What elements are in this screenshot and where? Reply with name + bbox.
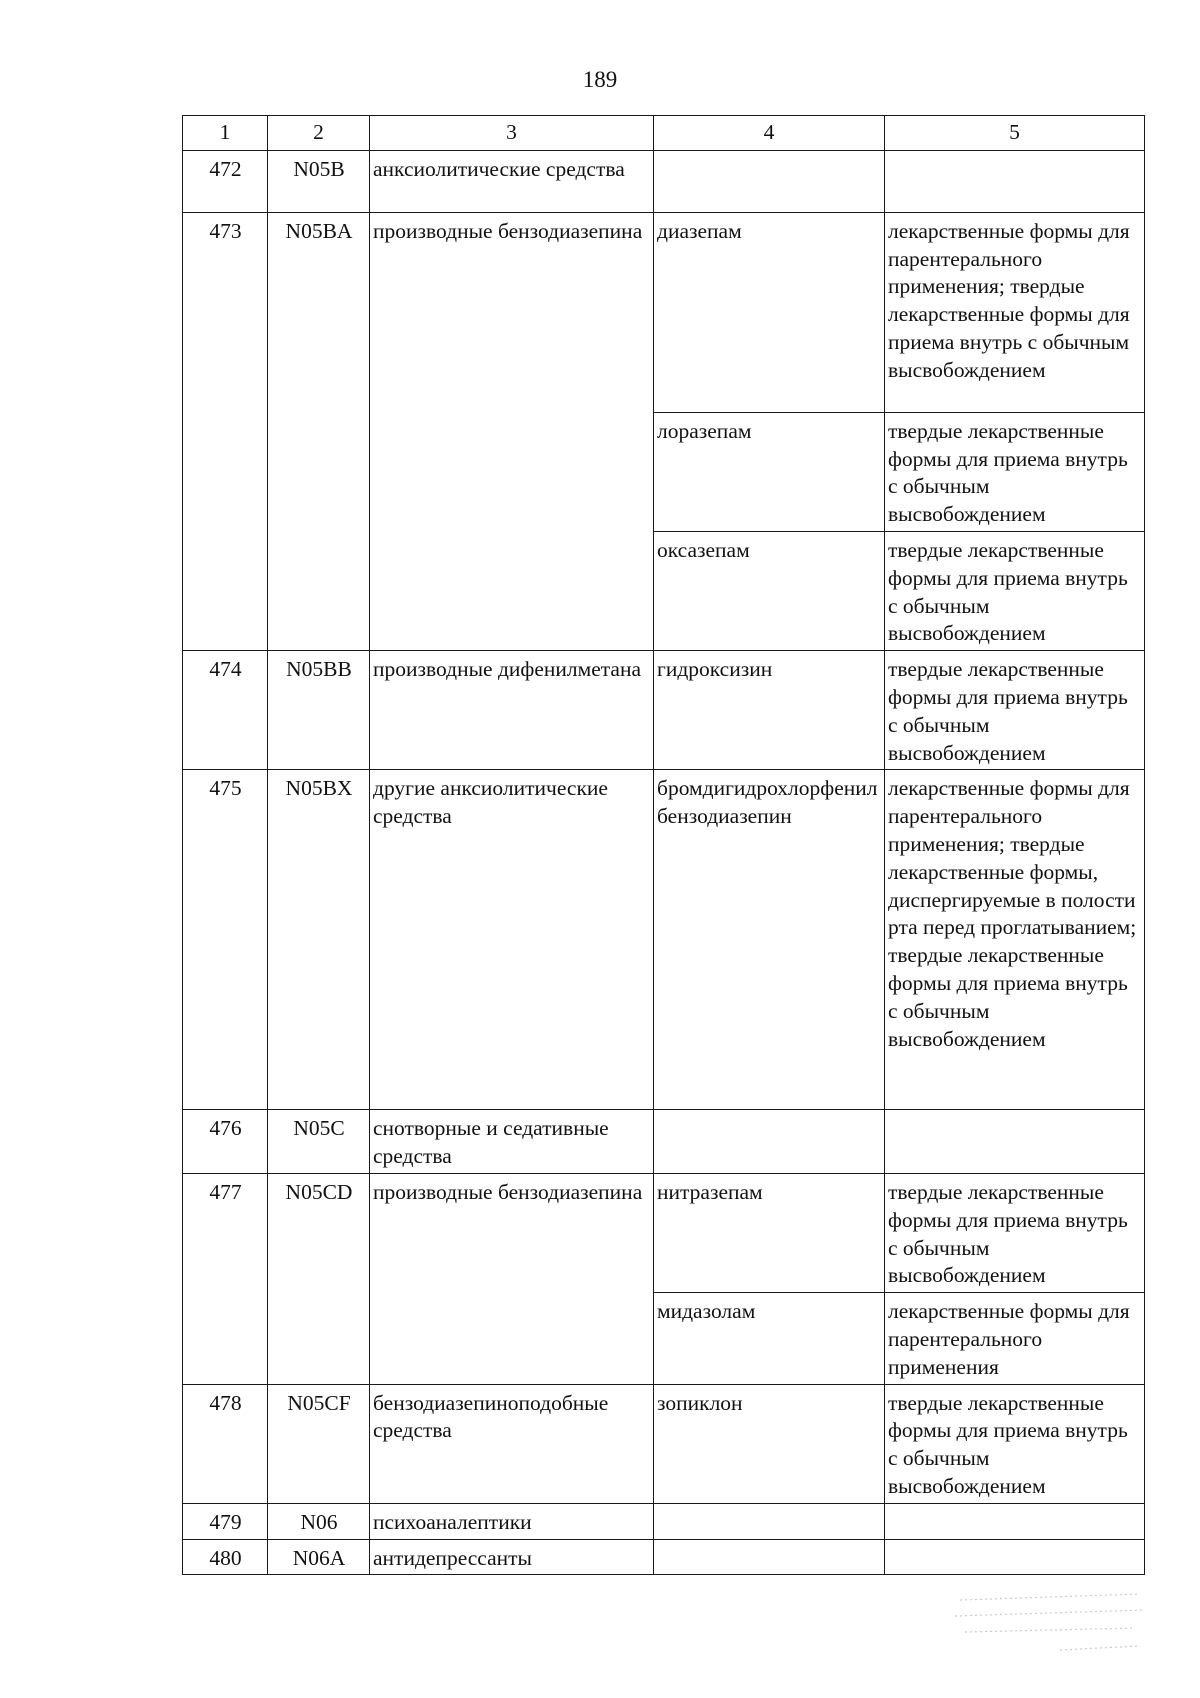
group-name: производные бензодиазепина (370, 1173, 654, 1384)
page-number: 189 (582, 67, 618, 92)
dosage-forms: твердые лекарственные формы для приема внутрь с обычным высвобождением (885, 1384, 1145, 1503)
dosage-forms: твердые лекарственные формы для приема внутрь с обычным высвобождением (885, 412, 1145, 531)
row-number: 480 (183, 1539, 268, 1575)
group-name: бензодиазепиноподобные средства (370, 1384, 654, 1503)
dosage-forms: твердые лекарственные формы для приема внутрь с обычным высвобождением (885, 651, 1145, 770)
dosage-forms (885, 150, 1145, 212)
group-name: другие анксиолитические средства (370, 770, 654, 1110)
atc-code: N05BX (268, 770, 370, 1110)
drug-name (654, 1539, 885, 1575)
drug-name: гидроксизин (654, 651, 885, 770)
table-row (183, 150, 1145, 212)
row-number: 479 (183, 1503, 268, 1539)
drug-name: бромдигидрохлорфенилбензодиазепин (654, 770, 885, 1110)
atc-code: N05CD (268, 1173, 370, 1384)
atc-code: N06 (268, 1503, 370, 1539)
dosage-forms: лекарственные формы для парентерального применения; твердые лекарственные формы, диспергируемые в полости рта перед проглатыванием; твердые лекарственные формы для приема внутрь с обычным высвобождением (885, 770, 1145, 1110)
dosage-forms: твердые лекарственные формы для приема внутрь с обычным высвобождением (885, 531, 1145, 650)
row-number: 476 (183, 1110, 268, 1174)
column-header-2: 2 (268, 116, 370, 151)
column-header-1: 1 (183, 116, 268, 151)
atc-code: N05BA (268, 212, 370, 650)
drug-name: нитразепам (654, 1173, 885, 1292)
group-name: антидепрессанты (370, 1539, 654, 1575)
table-row (183, 1384, 1145, 1503)
group-name: производные дифенилметана (370, 651, 654, 770)
group-name: снотворные и седативные средства (370, 1110, 654, 1174)
row-number: 478 (183, 1384, 268, 1503)
table-row (183, 770, 1145, 1110)
group-name: производные бензодиазепина (370, 212, 654, 650)
table-row (183, 1173, 1145, 1292)
drug-name: зопиклон (654, 1384, 885, 1503)
atc-code: N05B (268, 150, 370, 212)
atc-code: N05CF (268, 1384, 370, 1503)
table-row (183, 1539, 1145, 1575)
dosage-forms (885, 1503, 1145, 1539)
drug-name (654, 1503, 885, 1539)
drug-name: оксазепам (654, 531, 885, 650)
drug-name (654, 1110, 885, 1174)
drug-table (182, 115, 1145, 1575)
dosage-forms: твердые лекарственные формы для приема внутрь с обычным высвобождением (885, 1173, 1145, 1292)
atc-code: N05BB (268, 651, 370, 770)
drug-name: лоразепам (654, 412, 885, 531)
row-number: 473 (183, 212, 268, 650)
row-number: 472 (183, 150, 268, 212)
row-number: 474 (183, 651, 268, 770)
table-row (183, 1503, 1145, 1539)
dosage-forms: лекарственные формы для парентерального применения (885, 1293, 1145, 1384)
table-row (183, 1110, 1145, 1174)
faint-stamp-mark (940, 1580, 1160, 1670)
group-name: анксиолитические средства (370, 150, 654, 212)
dosage-forms (885, 1539, 1145, 1575)
group-name: психоаналептики (370, 1503, 654, 1539)
drug-name (654, 150, 885, 212)
drug-name: диазепам (654, 212, 885, 412)
column-header-3: 3 (370, 116, 654, 151)
row-number: 475 (183, 770, 268, 1110)
dosage-forms: лекарственные формы для парентерального применения; твердые лекарственные формы для приема внутрь с обычным высвобождением (885, 212, 1145, 412)
drug-name: мидазолам (654, 1293, 885, 1384)
column-header-4: 4 (654, 116, 885, 151)
dosage-forms (885, 1110, 1145, 1174)
table-row (183, 212, 1145, 412)
atc-code: N05C (268, 1110, 370, 1174)
table-header-row (183, 116, 1145, 151)
column-header-5: 5 (885, 116, 1145, 151)
table-row (183, 651, 1145, 770)
row-number: 477 (183, 1173, 268, 1384)
atc-code: N06A (268, 1539, 370, 1575)
